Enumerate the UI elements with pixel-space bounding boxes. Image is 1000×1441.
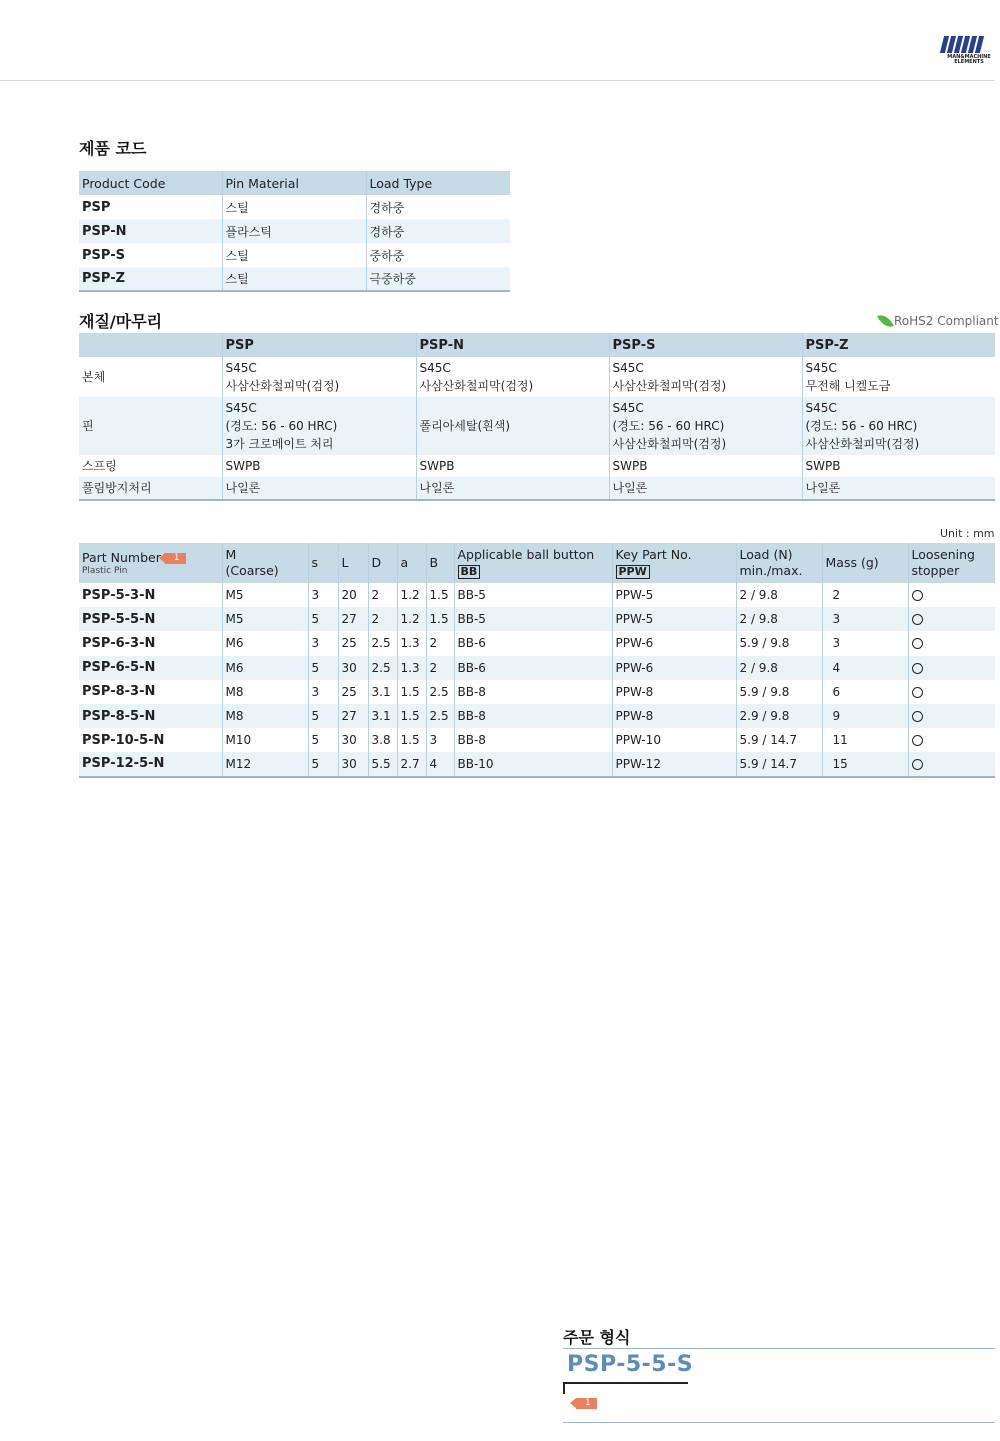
table-cell [802,357,995,397]
order-underline [563,1382,688,1384]
circle-icon [912,590,923,601]
table-cell: BB-6 [454,656,612,680]
table-row [79,704,995,728]
table-cell [908,704,995,728]
table-row [79,656,995,680]
product-code-table [79,171,510,292]
circle-icon [912,711,923,722]
table-row [79,243,510,267]
table-cell [79,455,222,477]
table-cell: 1.2 [397,583,426,607]
table-cell: 2 / 9.8 [736,607,822,631]
table-cell [802,455,995,477]
table-cell [222,397,416,455]
table-cell: 30 [338,656,368,680]
material-title: 재질/마무리 [79,312,163,331]
table-cell [609,477,802,500]
table-cell: 1.5 [426,583,454,607]
table-cell: PSP-10-5-N [82,732,165,748]
table-cell: 15 [822,752,908,776]
header-load: Load (N) min./max. [736,543,822,583]
header-product-code: Product Code [79,171,222,195]
circle-icon [912,663,923,674]
order-code: PSP-5-5-S [567,1352,694,1377]
cell-line: (경도: 56 - 60 HRC) [612,419,725,433]
table-row [79,357,995,397]
cell-line: (경도: 56 - 60 HRC) [805,419,918,433]
circle-icon [912,614,923,625]
table-cell: 4 [426,752,454,776]
table-row [79,752,995,776]
order-divider-top [563,1348,995,1349]
table-cell: M8 [222,704,308,728]
table-cell: 5 [308,752,338,776]
header-psp-n: PSP-N [416,333,609,357]
table-cell: M5 [222,583,308,607]
table-cell: 2.5 [368,631,397,655]
cell-line: S45C [612,361,644,375]
table-cell: M5 [222,607,308,631]
table-cell: 2.5 [426,704,454,728]
circle-icon [912,687,923,698]
table-cell: 2.5 [426,680,454,704]
table-cell [222,477,416,500]
table-cell: PSP [82,199,111,215]
leaf-icon [877,311,894,330]
table-cell: 20 [338,583,368,607]
table-cell: 2 [426,631,454,655]
table-cell [222,455,416,477]
table-cell: PSP-6-3-N [82,635,156,651]
table-cell: 1.5 [426,607,454,631]
tag-1-icon: 1 [165,553,186,564]
cell-line: SWPB [419,459,455,473]
header-a: a [397,543,426,583]
table-cell [79,357,222,397]
table-cell: PSP-8-3-N [82,684,156,700]
circle-icon [912,759,923,770]
table-cell: 5 [308,728,338,752]
table-cell: PSP-N [79,219,222,243]
cell-line: S45C [612,401,644,415]
table-cell [908,607,995,631]
table-cell: 경하중 [366,219,510,243]
table-row [79,267,510,291]
table-cell: 3 [426,728,454,752]
table-cell: 3 [822,607,908,631]
tag-1-icon: 1 [576,1398,597,1409]
table-cell: 4 [822,656,908,680]
table-cell [908,680,995,704]
product-code-title: 제품 코드 [79,139,147,158]
table-cell: M6 [222,656,308,680]
table-cell: BB-6 [454,631,612,655]
header-d: D [368,543,397,583]
header-key-part: Key Part No. PPW [612,543,736,583]
table-cell: BB-8 [454,680,612,704]
table-cell: 중하중 [366,243,510,267]
cell-line: 사삼산화철피막(검정) [419,379,534,393]
table-cell: 5.9 / 9.8 [736,631,822,655]
table-row [79,219,510,243]
cell-line: 사삼산화철피막(검정) [612,379,727,393]
table-row [79,195,510,219]
header-blank [79,333,222,357]
table-cell: PSP-12-5-N [79,752,222,776]
cell-line: 사삼산화철피막(검정) [805,437,920,451]
table-cell: M10 [222,728,308,752]
table-row [79,631,995,655]
rohs-badge: RoHS2 Compliant [880,312,999,330]
table-row [79,607,995,631]
header-psp-s: PSP-S [609,333,802,357]
table-cell: PSP-S [82,247,125,263]
cell-line: SWPB [225,459,261,473]
table-cell: 5.5 [368,752,397,776]
table-cell [908,728,995,752]
table-cell: PPW-6 [612,631,736,655]
table-cell: M6 [222,631,308,655]
table-cell: M8 [222,680,308,704]
header-psp: PSP [222,333,416,357]
cell-line: (경도: 56 - 60 HRC) [225,419,338,433]
table-cell: 2 / 9.8 [736,583,822,607]
table-cell: PPW-5 [612,607,736,631]
order-tick [563,1382,565,1394]
header-pin-material: Pin Material [222,171,366,195]
table-cell: 2.9 / 9.8 [736,704,822,728]
table-cell [222,357,416,397]
table-cell [908,752,995,776]
cell-line: 스프링 [82,459,117,473]
table-cell [609,357,802,397]
ppw-box: PPW [616,565,650,579]
table-cell [908,631,995,655]
header-b: B [426,543,454,583]
table-cell: 2 [368,607,397,631]
bb-box: BB [458,565,481,579]
cell-line: S45C [419,361,451,375]
table-cell: BB-8 [454,728,612,752]
table-cell: BB-10 [454,752,612,776]
table-cell: 5 [308,704,338,728]
table-cell: PSP-8-5-N [79,704,222,728]
spec-table [79,543,995,778]
table-cell: 1.5 [397,680,426,704]
cell-line: 나일론 [805,481,841,495]
table-cell [609,455,802,477]
table-cell [416,455,609,477]
table-cell: 2 [426,656,454,680]
table-row [79,455,995,477]
table-cell: 1.3 [397,631,426,655]
header-part-number: Part Number 1 Plastic Pin [79,543,222,583]
cell-line: 본체 [82,370,106,384]
table-cell [802,477,995,500]
table-row [79,397,995,455]
cell-line: SWPB [805,459,841,473]
table-cell: 스틸 [222,195,366,219]
table-cell: M12 [222,752,308,776]
cell-line: S45C [225,361,257,375]
table-cell: PSP-5-5-N [79,607,222,631]
cell-line: 핀 [82,419,94,433]
table-cell [802,397,995,455]
circle-icon [912,638,923,649]
order-tag [572,1393,597,1412]
table-cell: 3 [308,631,338,655]
table-cell: 2 / 9.8 [736,656,822,680]
table-cell: 1.5 [397,728,426,752]
table-cell: 1.3 [397,656,426,680]
table-cell: 25 [338,631,368,655]
table-cell [908,656,995,680]
brand-logo: MAN&MACHINE ELEMENTS [942,36,996,66]
table-cell: 3.1 [368,680,397,704]
table-cell: PPW-8 [612,704,736,728]
header-m: M (Coarse) [222,543,308,583]
header-ball-button: Applicable ball button BB [454,543,612,583]
table-cell: 극중하중 [366,267,510,291]
table-cell: 3.1 [368,704,397,728]
table-cell: 경하중 [366,195,510,219]
cell-line: 나일론 [419,481,455,495]
table-cell: PPW-10 [612,728,736,752]
table-cell: 플라스틱 [222,219,366,243]
table-cell: 27 [338,704,368,728]
table-cell [79,397,222,455]
table-cell [908,583,995,607]
table-cell: 9 [822,704,908,728]
circle-icon [912,735,923,746]
table-cell: 5.9 / 14.7 [736,728,822,752]
table-cell: PSP-5-3-N [82,587,156,603]
table-cell: 2 [822,583,908,607]
order-divider-bottom [563,1422,995,1423]
table-cell: PPW-5 [612,583,736,607]
table-cell: 27 [338,607,368,631]
header-mass: Mass (g) [822,543,908,583]
table-cell: PPW-6 [612,656,736,680]
cell-line: 나일론 [612,481,648,495]
table-cell: 3 [308,680,338,704]
table-cell: 2 [368,583,397,607]
table-cell: 5 [308,656,338,680]
cell-line: SWPB [612,459,648,473]
table-cell: 2.5 [368,656,397,680]
table-cell: 30 [338,728,368,752]
table-cell: BB-8 [454,704,612,728]
order-title: 주문 형식 [563,1328,631,1347]
table-cell: 2.7 [397,752,426,776]
table-row [79,728,995,752]
cell-line: 3가 크로메이트 처리 [225,437,334,451]
table-cell: 25 [338,680,368,704]
table-cell: 5.9 / 9.8 [736,680,822,704]
table-cell [79,477,222,500]
table-cell: PPW-12 [612,752,736,776]
table-cell: 6 [822,680,908,704]
table-cell: 30 [338,752,368,776]
cell-line: 사삼산화철피막(검정) [612,437,727,451]
cell-line: S45C [805,401,837,415]
header-s: s [308,543,338,583]
table-cell: 3 [308,583,338,607]
header-psp-z: PSP-Z [802,333,995,357]
table-cell: 스틸 [222,267,366,291]
table-cell: 11 [822,728,908,752]
table-cell: 스틸 [222,243,366,267]
header-divider [0,80,995,81]
table-cell [609,397,802,455]
cell-line: 사삼산화철피막(검정) [225,379,340,393]
header-l: L [338,543,368,583]
table-cell: 5.9 / 14.7 [736,752,822,776]
table-cell: 3.8 [368,728,397,752]
table-row [79,680,995,704]
header-loosening: Loosening stopper [908,543,995,583]
unit-label: Unit : mm [940,527,995,540]
cell-line: 풀림방지처리 [82,481,152,495]
cell-line: S45C [805,361,837,375]
table-row [79,477,995,500]
table-cell [416,477,609,500]
table-cell: 1.5 [397,704,426,728]
material-table [79,333,995,501]
table-cell: 3 [822,631,908,655]
table-cell: PSP-6-5-N [79,656,222,680]
header-load-type: Load Type [366,171,510,195]
table-row [79,583,995,607]
cell-line: 무전해 니켈도금 [805,379,891,393]
table-cell: PPW-8 [612,680,736,704]
table-cell: BB-5 [454,583,612,607]
table-cell: PSP-Z [79,267,222,291]
table-cell [416,357,609,397]
table-cell: 폴리아세탈(흰색) [416,397,609,455]
table-cell: 5 [308,607,338,631]
cell-line: S45C [225,401,257,415]
table-cell: BB-5 [454,607,612,631]
table-cell: 1.2 [397,607,426,631]
cell-line: 나일론 [225,481,261,495]
